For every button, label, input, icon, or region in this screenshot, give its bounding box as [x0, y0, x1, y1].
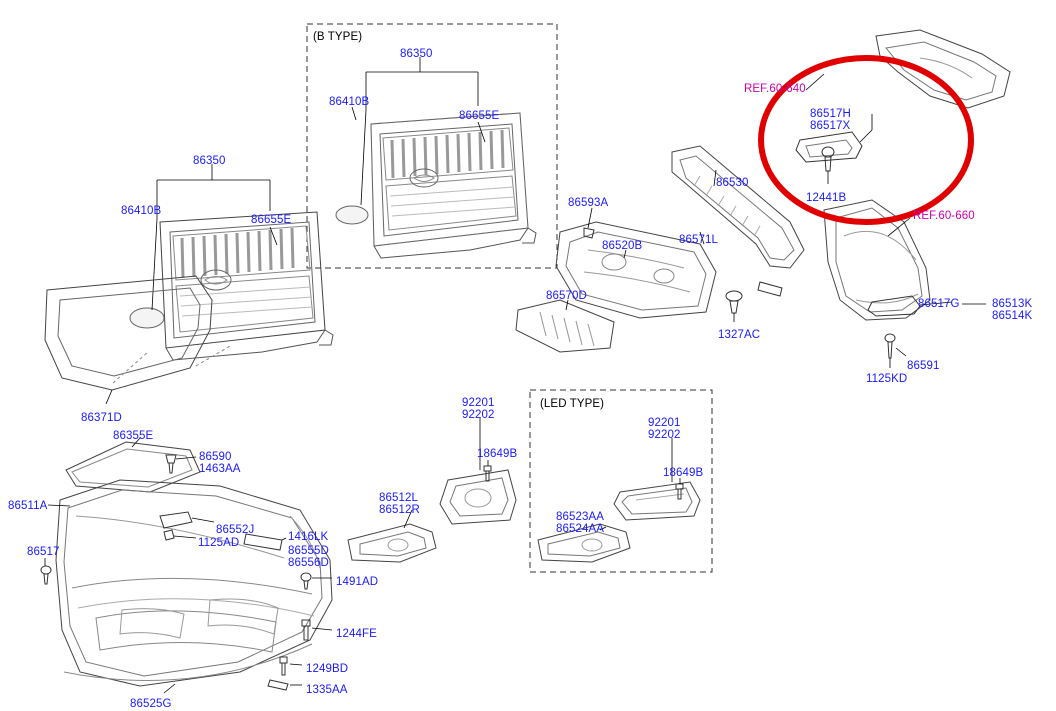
part-86513K: 86513K: [992, 298, 1033, 310]
part-86655E-b: 86655E: [459, 110, 500, 122]
part-86517: 86517: [27, 546, 60, 558]
part-86570D: 86570D: [546, 290, 587, 302]
part-86514K: 86514K: [992, 310, 1033, 322]
part-86512L: 86512L: [379, 492, 418, 504]
b-type-grille-art: [336, 113, 536, 258]
fastener-86517-left: [41, 566, 51, 584]
hood-art: [876, 30, 1010, 108]
screw-1491AD: [301, 573, 311, 589]
part-92201-led: 92201: [648, 417, 681, 429]
part-86524AA: 86524AA: [556, 523, 605, 535]
part-86520B: 86520B: [602, 240, 643, 252]
clip-86590: [166, 455, 176, 473]
part-86371D: 86371D: [81, 412, 122, 424]
part-86355E: 86355E: [113, 430, 154, 442]
part-18649B: 18649B: [477, 448, 518, 460]
part-1335AA: 1335AA: [306, 684, 348, 696]
bolt-12441B: [822, 147, 834, 171]
part-18649B-led: 18649B: [663, 467, 704, 479]
part-86525G: 86525G: [130, 698, 172, 710]
part-86523AA: 86523AA: [556, 511, 605, 523]
led-type-group-label: (LED TYPE): [540, 398, 605, 410]
part-1244FE: 1244FE: [336, 628, 377, 640]
part-1249BD: 1249BD: [306, 663, 349, 675]
leader-ref-60-640: [806, 74, 824, 90]
part-86655E: 86655E: [251, 214, 292, 226]
part-1125AD: 1125AD: [198, 537, 240, 549]
part-92202-led: 92202: [648, 429, 681, 441]
main-grille-art: [130, 212, 333, 360]
part-1125KD: 1125KD: [866, 373, 908, 385]
clip-86593A: [584, 228, 594, 238]
part-86593A: 86593A: [568, 197, 609, 209]
impact-bar-86530: [672, 146, 804, 268]
part-92201: 92201: [462, 397, 495, 409]
part-1416LK: 1416LK: [288, 531, 329, 543]
b-type-group-label: (B TYPE): [313, 31, 363, 43]
part-86552J: 86552J: [216, 524, 255, 536]
led-type-group-box: [530, 390, 712, 572]
leader-86371D: [106, 390, 112, 404]
screw-18649B-led: [676, 484, 683, 499]
part-86556D: 86556D: [288, 557, 329, 569]
part-86517G: 86517G: [918, 298, 960, 310]
leader-86525G: [164, 684, 175, 693]
part-86410B: 86410B: [121, 205, 162, 217]
part-12441B: 12441B: [806, 192, 847, 204]
screw-1249BD: [280, 657, 287, 675]
part-86517X: 86517X: [810, 120, 851, 132]
part-86591: 86591: [907, 360, 940, 372]
part-86590: 86590: [199, 451, 232, 463]
part-92202: 92202: [462, 409, 495, 421]
leader-86593A: [588, 208, 592, 228]
ref-60-660: REF.60-660: [913, 210, 975, 222]
bezel-86512L: [348, 524, 436, 562]
bumper-cover-art: [56, 480, 332, 686]
leader-86511A: [48, 505, 70, 506]
part-86555D: 86555D: [288, 545, 329, 557]
grille-surround-art: [45, 276, 230, 390]
screw-86591: [885, 334, 895, 358]
part-1463AA: 1463AA: [199, 463, 241, 475]
part-1491AD: 1491AD: [336, 576, 379, 588]
led-lamp-art: [614, 482, 700, 520]
fog-lamp-art: [440, 470, 516, 524]
part-86530: 86530: [716, 177, 749, 189]
clip-1327AC: [726, 291, 742, 313]
bracket-side: [758, 282, 782, 296]
part-86511A: 86511A: [8, 500, 48, 512]
part-86512R: 86512R: [379, 504, 420, 516]
part-1327AC: 1327AC: [718, 329, 761, 341]
part-86571L: 86571L: [679, 234, 718, 246]
part-86517H: 86517H: [810, 108, 851, 120]
part-86410B-b: 86410B: [329, 96, 370, 108]
stiffener-86570D: [516, 300, 614, 352]
ref-60-640: REF.60-640: [744, 83, 806, 95]
clip-1335AA: [268, 680, 288, 690]
upper-cover-art: [66, 442, 200, 492]
part-86350: 86350: [193, 155, 226, 167]
part-86350-b: 86350: [400, 48, 433, 60]
